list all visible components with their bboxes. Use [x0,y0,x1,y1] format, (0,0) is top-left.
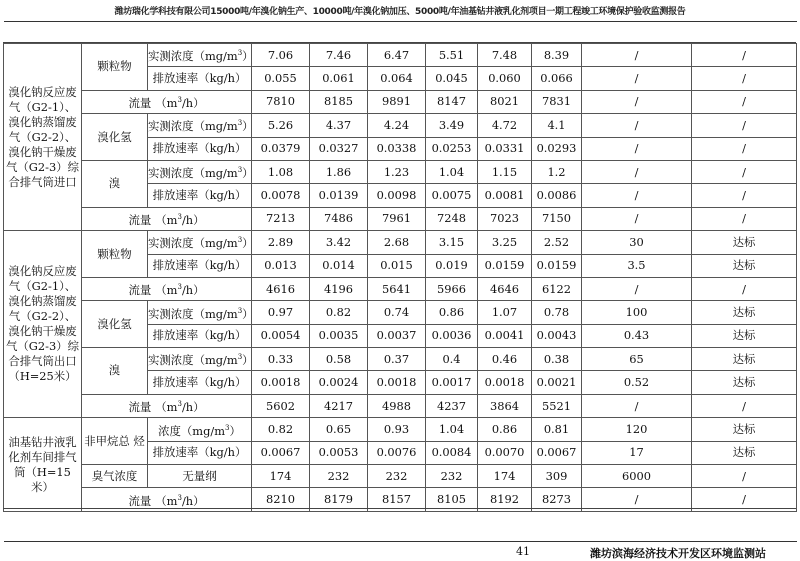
data-cell: 2.52 [532,231,582,254]
rate-unit-label: 排放速率（kg/h） [148,441,252,464]
table-row [4,90,797,113]
data-cell: 7150 [532,207,582,230]
data-cell: 0.38 [532,348,582,371]
data-cell: 2.89 [252,231,310,254]
data-cell: 0.0018 [478,371,532,394]
data-cell: 0.33 [252,348,310,371]
concentration-unit-label: 实测浓度$(mg/m^3)$ [148,160,252,183]
data-cell: 0.52 [582,371,692,394]
data-cell: 8185 [310,90,368,113]
data-cell: 0.0159 [532,254,582,277]
data-cell: 7213 [252,207,310,230]
data-cell: 0.0293 [532,137,582,160]
data-cell: 达标 [692,301,797,324]
data-cell: 3.5 [582,254,692,277]
data-cell: 309 [532,465,582,488]
data-cell: 8179 [310,488,368,511]
data-cell: / [692,184,797,207]
data-cell: 0.0037 [368,324,426,347]
data-cell: 3.25 [478,231,532,254]
data-cell: 7.48 [478,44,532,67]
data-cell: 0.013 [252,254,310,277]
data-cell: 1.07 [478,301,532,324]
pollutant-name: 溴化氢 [82,301,148,348]
table-row [4,418,797,441]
data-cell: 3.49 [426,114,478,137]
data-cell: 0.37 [368,348,426,371]
data-cell: 4.1 [532,114,582,137]
concentration-unit-label: 实测浓度$(mg/m^3)$ [148,44,252,67]
data-cell: 8192 [478,488,532,511]
rate-unit-label: 排放速率（kg/h） [148,67,252,90]
data-cell: 1.04 [426,418,478,441]
data-cell: 6000 [582,465,692,488]
data-cell: / [692,44,797,67]
data-cell: 7.06 [252,44,310,67]
data-cell: / [692,67,797,90]
data-cell: / [692,394,797,417]
data-cell: 0.0338 [368,137,426,160]
data-cell: 3.15 [426,231,478,254]
data-cell: 0.81 [532,418,582,441]
data-cell: 0.0067 [532,441,582,464]
data-cell: 0.014 [310,254,368,277]
data-cell: / [582,90,692,113]
table-row [4,465,797,488]
data-cell: 0.65 [310,418,368,441]
data-cell: / [582,67,692,90]
data-cell: 65 [582,348,692,371]
data-cell: 4217 [310,394,368,417]
data-cell: 1.2 [532,160,582,183]
data-cell: 1.04 [426,160,478,183]
data-cell: / [692,114,797,137]
concentration-unit-label: 浓度$(mg/m^3)$ [148,418,252,441]
data-cell: 0.0159 [478,254,532,277]
data-cell: 1.08 [252,160,310,183]
data-cell: 0.93 [368,418,426,441]
concentration-unit-label: 实测浓度$(mg/m^3)$ [148,231,252,254]
data-cell: 0.43 [582,324,692,347]
table-row [4,207,797,230]
data-cell: 17 [582,441,692,464]
data-cell: 达标 [692,231,797,254]
data-cell: 0.0018 [252,371,310,394]
data-cell: 4616 [252,277,310,300]
data-cell: 5641 [368,277,426,300]
data-cell: 0.060 [478,67,532,90]
table-row [4,394,797,417]
data-cell: 0.86 [478,418,532,441]
data-cell: 5.51 [426,44,478,67]
monitoring-table [3,43,797,512]
data-cell: 1.23 [368,160,426,183]
data-cell: 7248 [426,207,478,230]
data-cell: 3864 [478,394,532,417]
data-cell: 232 [368,465,426,488]
data-cell: / [582,44,692,67]
rate-unit-label: 排放速率（kg/h） [148,137,252,160]
data-cell: 1.15 [478,160,532,183]
data-cell: 8105 [426,488,478,511]
data-cell: / [692,488,797,511]
flow-label: 流量 $(m^3/h)$ [82,394,252,417]
data-cell: / [692,277,797,300]
data-cell: 0.015 [368,254,426,277]
table-row [4,44,797,67]
data-cell: 0.0018 [368,371,426,394]
concentration-unit-label: 实测浓度$(mg/m^3)$ [148,348,252,371]
data-cell: 0.82 [310,301,368,324]
data-cell: 0.0036 [426,324,478,347]
data-cell: 5521 [532,394,582,417]
data-cell: 0.066 [532,67,582,90]
document-header: 潍坊瑞化学科技有限公司15000吨/年溴化钠生产、10000吨/年溴化钠加压、5000吨/年油基钻井液乳化剂项目一期工程竣工环境保护验收监测报告 [114,7,686,17]
data-cell: 7023 [478,207,532,230]
data-cell: 达标 [692,418,797,441]
data-cell: 7486 [310,207,368,230]
data-cell: 6.47 [368,44,426,67]
data-cell: 4.37 [310,114,368,137]
data-cell: 0.019 [426,254,478,277]
data-cell: 8.39 [532,44,582,67]
pollutant-name: 臭气浓度 [82,465,148,488]
data-cell: 0.82 [252,418,310,441]
data-cell: 达标 [692,371,797,394]
data-cell: 0.0098 [368,184,426,207]
data-cell: 7.46 [310,44,368,67]
table-row [4,114,797,137]
data-cell: 232 [310,465,368,488]
data-cell: 0.055 [252,67,310,90]
data-cell: 0.86 [426,301,478,324]
sampling-location: 溴化钠反应废气（G2-1）、溴化钠蒸馏废气（G2-2）、溴化钠干燥废气（G2-3）综合排气筒进口 [4,44,82,231]
data-cell: / [692,160,797,183]
data-cell: 4646 [478,277,532,300]
data-cell: 100 [582,301,692,324]
data-cell: 达标 [692,348,797,371]
header-rule [4,21,797,22]
data-cell: 0.0078 [252,184,310,207]
concentration-unit-label: 实测浓度$(mg/m^3)$ [148,301,252,324]
data-cell: / [692,137,797,160]
data-cell: 0.0076 [368,441,426,464]
rate-unit-label: 排放速率（kg/h） [148,324,252,347]
data-cell: 0.0035 [310,324,368,347]
data-cell: 0.0043 [532,324,582,347]
data-cell: / [692,465,797,488]
pollutant-name: 非甲烷总 烃 [82,418,148,465]
data-cell: 0.0327 [310,137,368,160]
data-cell: 0.0253 [426,137,478,160]
data-cell: 8157 [368,488,426,511]
pollutant-name: 颗粒物 [82,44,148,91]
data-cell: 0.045 [426,67,478,90]
dimensionless-label: 无量纲 [148,465,252,488]
data-cell: 达标 [692,254,797,277]
table-row [4,160,797,183]
data-cell: 2.68 [368,231,426,254]
flow-label: 流量 $(m^3/h)$ [82,488,252,511]
data-cell: 0.0070 [478,441,532,464]
data-cell: 8273 [532,488,582,511]
data-cell: 0.0017 [426,371,478,394]
flow-label: 流量 $(m^3/h)$ [82,90,252,113]
concentration-unit-label: 实测浓度$(mg/m^3)$ [148,114,252,137]
sampling-location: 油基钻井液乳化剂车间排气筒（H=15 米） [4,418,82,512]
data-cell: / [692,207,797,230]
data-cell: 达标 [692,324,797,347]
data-cell: 5.26 [252,114,310,137]
data-cell: 0.0086 [532,184,582,207]
data-cell: 0.58 [310,348,368,371]
data-cell: 0.0053 [310,441,368,464]
table-row [4,231,797,254]
data-cell: 7961 [368,207,426,230]
data-cell: 0.97 [252,301,310,324]
data-cell: / [582,394,692,417]
data-cell: / [582,207,692,230]
pollutant-name: 溴 [82,348,148,395]
data-cell: 8147 [426,90,478,113]
data-cell: / [582,160,692,183]
data-cell: 0.0139 [310,184,368,207]
data-cell: 0.0379 [252,137,310,160]
data-cell: 0.46 [478,348,532,371]
flow-label: 流量 $(m^3/h)$ [82,207,252,230]
data-cell: 7810 [252,90,310,113]
data-cell: 5602 [252,394,310,417]
data-cell: 0.0331 [478,137,532,160]
data-cell: 174 [252,465,310,488]
table-row [4,277,797,300]
data-cell: 0.78 [532,301,582,324]
data-cell: 0.0021 [532,371,582,394]
rate-unit-label: 排放速率（kg/h） [148,254,252,277]
data-cell: / [582,114,692,137]
organization-name: 潍坊滨海经济技术开发区环境监测站 [590,547,766,560]
table-row [4,301,797,324]
data-cell: 0.0075 [426,184,478,207]
data-cell: / [582,488,692,511]
data-cell: 7831 [532,90,582,113]
data-cell: 30 [582,231,692,254]
data-cell: 达标 [692,441,797,464]
data-cell: 8210 [252,488,310,511]
data-cell: 0.0041 [478,324,532,347]
data-cell: 4237 [426,394,478,417]
pollutant-name: 颗粒物 [82,231,148,278]
data-cell: 0.0067 [252,441,310,464]
data-cell: 232 [426,465,478,488]
data-cell: / [582,277,692,300]
data-cell: 0.064 [368,67,426,90]
data-cell: / [582,137,692,160]
table-row [4,348,797,371]
data-cell: 3.42 [310,231,368,254]
data-cell: / [692,90,797,113]
data-cell: 174 [478,465,532,488]
data-cell: 0.0024 [310,371,368,394]
pollutant-name: 溴 [82,160,148,207]
data-cell: 4196 [310,277,368,300]
data-cell: 0.061 [310,67,368,90]
data-cell: 9891 [368,90,426,113]
sampling-location: 溴化钠反应废气（G2-1）、溴化钠蒸馏废气（G2-2）、溴化钠干燥废气（G2-3）综合排气筒出口（H=25米） [4,231,82,418]
data-cell: 0.74 [368,301,426,324]
flow-label: 流量 $(m^3/h)$ [82,277,252,300]
rate-unit-label: 排放速率（kg/h） [148,184,252,207]
page-number: 41 [516,545,530,558]
data-cell: 4.72 [478,114,532,137]
data-cell: 8021 [478,90,532,113]
data-cell: 4988 [368,394,426,417]
data-cell: 0.0081 [478,184,532,207]
data-cell: 1.86 [310,160,368,183]
data-cell: 0.0084 [426,441,478,464]
rate-unit-label: 排放速率（kg/h） [148,371,252,394]
data-cell: 4.24 [368,114,426,137]
table-bottom-rule [3,508,796,509]
data-cell: 6122 [532,277,582,300]
data-cell: 0.0054 [252,324,310,347]
pollutant-name: 溴化氢 [82,114,148,161]
data-cell: 0.4 [426,348,478,371]
data-cell: 120 [582,418,692,441]
data-cell: / [582,184,692,207]
footer-rule [4,541,797,542]
data-cell: 5966 [426,277,478,300]
